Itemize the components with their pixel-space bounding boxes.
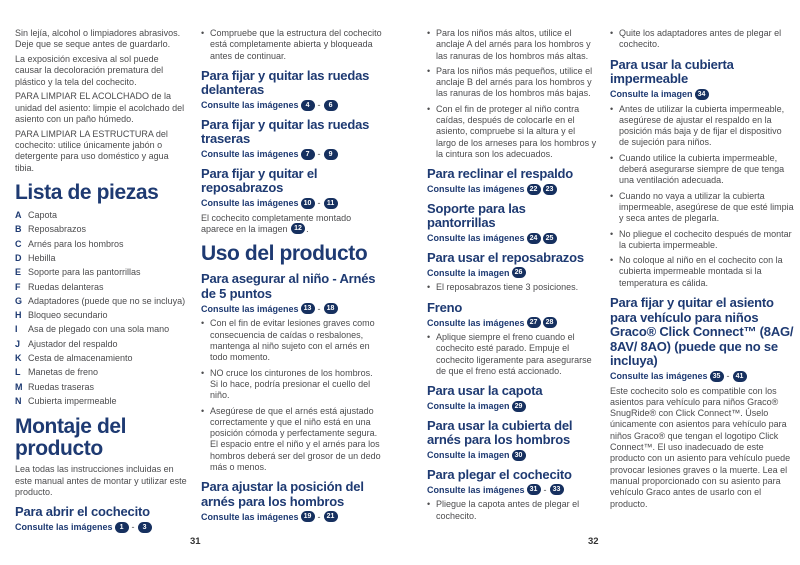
- consult-line: [610, 89, 794, 100]
- image-number-badge: 29: [512, 401, 526, 412]
- bullet-marker: •: [427, 103, 431, 114]
- badge-range-dash: -: [317, 100, 321, 111]
- paragraph: Lea todas las instrucciones incluidas en este manual antes de montar y utilizar este producto.: [15, 464, 187, 497]
- image-number-badge: 18: [324, 303, 338, 314]
- image-number-badge: 12: [291, 223, 305, 234]
- image-number-badge: 25: [543, 233, 557, 244]
- paragraph: Sin lejía, alcohol o limpiadores abrasivos. Deje que se seque antes de guardarlo.: [15, 28, 181, 50]
- part-name: Ajustador del respaldo: [28, 338, 118, 349]
- paragraph: Este cochecito solo es compatible con los asientos para vehículo para niños Graco® SnugRide® con Click Connect™. Úselo únicamente con asientos para vehículo para niños Graco® que tengan el logotipo Click Connect™. El uso inadecuado de este producto con un asiento para vehículo puede provocar lesiones graves o la muerte. Lea el manual proporcionado con su asiento para vehículo Graco antes de usarlo con el producto.: [610, 385, 791, 509]
- consult-label: Consulte la imagen: [427, 267, 510, 278]
- bullet-marker: •: [427, 28, 431, 38]
- part-name: Soporte para las pantorrillas: [28, 267, 141, 278]
- bullet-item: [201, 368, 382, 402]
- badge-range-dash: -: [317, 303, 321, 314]
- badge-range-dash: -: [131, 522, 135, 533]
- bullet-marker: •: [427, 65, 431, 76]
- parts-list-item: [15, 237, 187, 251]
- bullet-text: No pliegue el cochecito después de montar la cubierta impermeable.: [619, 228, 792, 250]
- bullet-text: Para los niños más pequeños, utilice el anclaje B del arnés para los hombros y las ranuras de los hombros más bajas.: [436, 65, 593, 99]
- image-number-badge: 34: [695, 89, 709, 100]
- consult-line: [427, 401, 597, 412]
- parts-list-item: [15, 308, 187, 322]
- subsection-heading: Para asegurar al niño - Arnés de 5 puntos: [201, 271, 376, 301]
- part-letter: G: [15, 295, 23, 306]
- image-number-badge: 10: [301, 198, 315, 209]
- part-letter: D: [15, 252, 22, 263]
- consult-label: Consulte las imágenes: [427, 233, 525, 244]
- image-number-badge: 19: [301, 511, 315, 522]
- page-number-left: 31: [190, 536, 201, 547]
- consult-line: [201, 149, 382, 160]
- part-letter: F: [15, 281, 21, 292]
- bullet-text: Con el fin de proteger al niño contra caídas, después de colocarle en el asiento, compruebe si la altura y el largo de los arneses para los hombros y la cintura son los adecuados.: [436, 103, 597, 159]
- paragraph: La exposición excesiva al sol puede causar la decoloración prematura del plástico y la tela del cochecito.: [15, 54, 164, 87]
- bullet-text: Antes de utilizar la cubierta impermeable, asegúrese de ajustar el respaldo en la posición más baja y de fijar el dispositivo de sujeción para niños.: [619, 103, 785, 148]
- bullet-item: [610, 255, 794, 289]
- section-heading: Uso del producto: [201, 242, 368, 266]
- bullet-item: [427, 104, 597, 160]
- subsection-heading: Soporte para las pantorrillas: [427, 200, 526, 231]
- subsection-heading: Para fijar y quitar el reposabrazos: [201, 165, 318, 196]
- bullet-text: Aplique siempre el freno cuando el cochecito esté parado. Empuje el cochecito ligeramente para asegurarse de que el freno está accionado.: [436, 332, 592, 376]
- badge-range-dash: -: [543, 484, 547, 495]
- image-number-badge: 1: [115, 522, 129, 533]
- bullet-text: NO cruce los cinturones de los hombros. Si lo hace, podría presionar el cuello del niño.: [210, 367, 373, 401]
- bullet-marker: •: [201, 318, 205, 329]
- image-number-badge: 4: [301, 100, 315, 111]
- parts-list-item: [15, 265, 187, 279]
- bullet-marker: •: [610, 152, 614, 163]
- bullet-item: [427, 499, 597, 522]
- consult-label: Consulte la imagen: [427, 450, 510, 461]
- bullet-text: Pliegue la capota antes de plegar el cochecito.: [436, 499, 580, 521]
- image-number-badge: 23: [543, 184, 557, 195]
- part-letter: M: [15, 381, 23, 392]
- paragraph: PARA LIMPIAR LA ESTRUCTURA del cochecito: utilice únicamente jabón o detergente para uso doméstico y agua tibia.: [15, 128, 169, 173]
- part-name: Arnés para los hombros: [28, 238, 124, 249]
- subsection-heading: Para fijar y quitar el asiento para vehículo para niños Graco® Click Connect™ (8AG/ 8AV/ 8AO) (puede que no se incluya): [610, 295, 794, 369]
- bullet-text: Quite los adaptadores antes de plegar el cochecito.: [619, 28, 782, 50]
- part-letter: B: [15, 224, 22, 235]
- parts-list-item: [15, 294, 187, 308]
- subsection-heading: Para usar la cubierta impermeable: [610, 56, 734, 87]
- image-number-badge: 22: [527, 184, 541, 195]
- part-name: Manetas de freno: [28, 367, 99, 378]
- image-number-badge: 28: [543, 317, 557, 328]
- consult-label: Consulte las imágenes: [610, 371, 708, 382]
- page31-column-2: [201, 28, 382, 526]
- badge-range-dash: -: [726, 371, 730, 382]
- consult-label: Consulte las imágenes: [201, 198, 299, 209]
- subsection-heading: Para usar el reposabrazos: [427, 249, 584, 265]
- bullet-text: Cuando utilice la cubierta impermeable, deberá asegurarse siempre de que tenga una ventilación adecuada.: [619, 152, 785, 186]
- consult-line: [201, 100, 382, 111]
- bullet-text: El reposabrazos tiene 3 posiciones.: [436, 282, 579, 293]
- image-number-badge: 27: [527, 317, 541, 328]
- subsection-heading: Para ajustar la posición del arnés para los hombros: [201, 479, 364, 509]
- subsection-heading: Para usar la capota: [427, 383, 543, 399]
- badge-range-dash: -: [317, 198, 321, 209]
- part-letter: N: [15, 395, 22, 406]
- bullet-item: [201, 406, 382, 474]
- part-name: Ruedas delanteras: [28, 281, 104, 292]
- image-number-badge: 21: [324, 511, 338, 522]
- subsection-heading: Para usar la cubierta del arnés para los hombros: [427, 417, 573, 448]
- bullet-item: [427, 282, 597, 293]
- bullet-marker: •: [610, 103, 614, 114]
- consult-label: Consulte las imágenes: [201, 303, 299, 314]
- part-letter: C: [15, 238, 22, 249]
- image-number-badge: 24: [527, 233, 541, 244]
- consult-line: [427, 233, 597, 244]
- subsection-heading: Para reclinar el respaldo: [427, 166, 574, 182]
- page31-column-1: [15, 28, 187, 537]
- bullet-item: [427, 332, 597, 377]
- image-number-badge: 26: [512, 267, 526, 278]
- part-name: Capota: [28, 210, 58, 221]
- image-number-badge: 6: [324, 100, 338, 111]
- consult-label: Consulte la imagen: [610, 89, 693, 100]
- consult-line: [201, 511, 382, 522]
- consult-line: [427, 317, 597, 328]
- section-heading: Montaje del producto: [15, 415, 127, 461]
- part-letter: L: [15, 367, 21, 378]
- consult-label: Consulte la imagen: [427, 401, 510, 412]
- badge-range-dash: -: [317, 511, 321, 522]
- bullet-item: [427, 28, 597, 62]
- part-letter: E: [15, 267, 22, 278]
- part-letter: J: [15, 338, 21, 349]
- page32-column-2: [610, 28, 794, 513]
- bullet-item: [610, 191, 794, 225]
- consult-label: Consulte las imágenes: [427, 317, 525, 328]
- bullet-text: No coloque al niño en el cochecito con la cubierta impermeable montada si la temperatura es cálida.: [619, 255, 783, 288]
- consult-label: Consulte las imágenes: [427, 484, 525, 495]
- consult-label: Consulte las imágenes: [427, 184, 525, 195]
- consult-line: [427, 450, 597, 461]
- subsection-heading: Para abrir el cochecito: [15, 504, 150, 520]
- parts-list-item: [15, 322, 187, 336]
- bullet-text: Con el fin de evitar lesiones graves como consecuencia de caídas o resbalones, mantenga al niño sujeto con el arnés en todo momento.: [210, 318, 375, 363]
- bullet-text: Asegúrese de que el arnés está ajustado correctamente y que el niño está en una posición cómoda y perfectamente segura. El espacio entre el niño y el arnés para los hombros deberá ser del grosor de un dedo más o menos.: [210, 405, 381, 473]
- parts-list-item: [15, 222, 187, 236]
- parts-list-item: [15, 365, 187, 379]
- bullet-marker: •: [610, 255, 614, 266]
- consult-line: [427, 267, 597, 278]
- bullet-item: [610, 153, 794, 187]
- part-name: Cesta de almacenamiento: [28, 353, 133, 364]
- consult-label: Consulte las imágenes: [201, 100, 299, 111]
- bullet-item: [427, 66, 597, 100]
- consult-line: [610, 371, 794, 382]
- subsection-heading: Para fijar y quitar las ruedas delanteras: [201, 67, 370, 98]
- part-name: Adaptadores (puede que no se incluya): [28, 295, 186, 306]
- consult-line: [427, 184, 597, 195]
- part-letter: A: [15, 210, 22, 221]
- bullet-marker: •: [610, 28, 614, 38]
- parts-list-item: [15, 337, 187, 351]
- consult-label: Consulte las imágenes: [15, 522, 113, 533]
- consult-label: Consulte las imágenes: [201, 149, 299, 160]
- paragraph: PARA LIMPIAR EL ACOLCHADO de la unidad del asiento: limpie el acolchado del asiento con un paño húmedo.: [15, 91, 185, 125]
- consult-line: [201, 303, 382, 314]
- image-number-badge: 11: [324, 198, 338, 209]
- consult-line: [15, 522, 187, 533]
- part-name: Bloqueo secundario: [28, 310, 108, 321]
- parts-list-item: [15, 380, 187, 394]
- bullet-item: [610, 104, 794, 149]
- part-letter: H: [15, 310, 22, 321]
- part-name: Cubierta impermeable: [28, 395, 117, 406]
- image-number-badge: 30: [512, 450, 526, 461]
- bullet-item: [201, 28, 382, 62]
- part-name: Ruedas traseras: [28, 381, 95, 392]
- image-number-badge: 33: [550, 484, 564, 495]
- subsection-heading: Para plegar el cochecito: [427, 466, 572, 482]
- parts-list-item: [15, 208, 187, 222]
- bullet-item: [610, 229, 794, 252]
- bullet-text: Cuando no vaya a utilizar la cubierta impermeable, asegúrese de que esté limpia y seca antes de plegarla.: [619, 190, 794, 224]
- bullet-marker: •: [201, 28, 205, 38]
- parts-list-item: [15, 280, 187, 294]
- bullet-text: Para los niños más altos, utilice el anclaje A del arnés para los hombros y las ranuras de los hombros más altas.: [436, 28, 591, 61]
- consult-line: [427, 484, 597, 495]
- section-heading: Lista de piezas: [15, 181, 159, 205]
- bullet-item: [610, 28, 794, 51]
- part-name: Asa de plegado con una sola mano: [28, 324, 170, 335]
- parts-list-item: [15, 394, 187, 408]
- bullet-text: Compruebe que la estructura del cochecito está completamente abierta y bloqueada antes de continuar.: [210, 28, 382, 61]
- bullet-marker: •: [610, 228, 614, 239]
- paragraph-with-badge: El cochecito completamente montado aparece en la imagen 12 .: [201, 212, 352, 235]
- bullet-marker: •: [427, 499, 431, 510]
- bullet-marker: •: [201, 367, 205, 378]
- part-name: Hebilla: [28, 252, 56, 263]
- page-number-right: 32: [588, 536, 599, 547]
- part-name: Reposabrazos: [28, 224, 87, 235]
- image-number-badge: 7: [301, 149, 315, 160]
- image-number-badge: 13: [301, 303, 315, 314]
- parts-list-item: [15, 351, 187, 365]
- bullet-item: [201, 318, 382, 363]
- image-number-badge: 35: [710, 371, 724, 382]
- part-letter: K: [15, 353, 22, 364]
- part-letter: I: [15, 324, 18, 335]
- bullet-marker: •: [427, 332, 431, 343]
- image-number-badge: 31: [527, 484, 541, 495]
- consult-label: Consulte las imágenes: [201, 511, 299, 522]
- bullet-marker: •: [610, 190, 614, 201]
- page32-column-1: [427, 28, 597, 526]
- subsection-heading: Freno: [427, 299, 463, 315]
- image-number-badge: 3: [138, 522, 152, 533]
- subsection-heading: Para fijar y quitar las ruedas traseras: [201, 116, 370, 147]
- bullet-marker: •: [201, 405, 205, 416]
- bullet-marker: •: [427, 282, 431, 293]
- parts-list-item: [15, 251, 187, 265]
- image-number-badge: 9: [324, 149, 338, 160]
- badge-range-dash: -: [317, 149, 321, 160]
- consult-line: [201, 198, 382, 209]
- image-number-badge: 41: [733, 371, 747, 382]
